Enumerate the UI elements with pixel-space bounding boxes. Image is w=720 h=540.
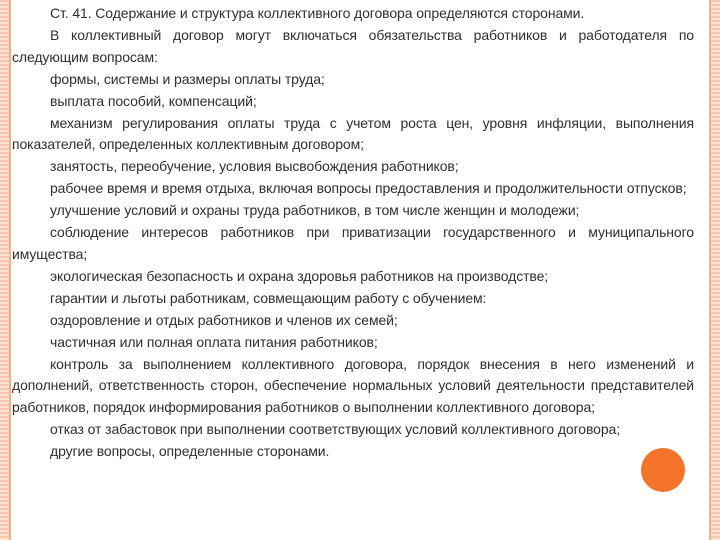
right-border-stripe: [711, 0, 720, 540]
list-item: соблюдение интересов работников при приватизации государственного и муниципального имущества;: [12, 224, 694, 262]
list-item: экологическая безопасность и охрана здоровья работников на производстве;: [50, 267, 549, 284]
list-item: другие вопросы, определенные сторонами.: [50, 443, 330, 460]
list-item: занятость, переобучение, условия высвобождения работников;: [50, 158, 459, 175]
article-heading: Ст. 41. Содержание и структура коллективного договора определяются сторонами.: [50, 5, 585, 21]
list-item: улучшение условий и охраны труда работников, в том числе женщин и молодежи;: [50, 202, 580, 219]
paragraph-intro: В коллективный договор могут включаться обязательства работников и работодателя по следующим вопросам:: [12, 26, 694, 65]
document-body: [12, 3, 694, 463]
list-item: выплата пособий, компенсаций;: [50, 92, 257, 109]
list-item: механизм регулирования оплаты труда с учетом роста цен, уровня инфляции, выполнения показателей, определенных коллективным договором;: [12, 114, 694, 153]
list-item: контроль за выполнением коллективного договора, порядок внесения в него изменений и дополнений, ответственность сторон, обеспечение нормальных условий деятельности представителей работников, порядок информирования работников о выполнении коллективного договора;: [12, 355, 694, 416]
list-item: отказ от забастовок при выполнении соответствующих условий коллективного договора;: [50, 421, 621, 438]
left-border-rule: [9, 0, 11, 540]
decorative-orange-circle: [641, 448, 685, 492]
list-item: гарантии и льготы работникам, совмещающим работу с обучением:: [50, 289, 487, 306]
right-border-rule: [709, 0, 711, 540]
list-item: частичная или полная оплата питания работников;: [50, 333, 378, 350]
list-item: оздоровление и отдых работников и членов их семей;: [50, 311, 398, 328]
list-item: формы, системы и размеры оплаты труда;: [50, 70, 325, 87]
list-item: рабочее время и время отдыха, включая вопросы предоставления и продолжительности отпусков;: [50, 180, 687, 197]
left-border-stripe: [0, 0, 9, 540]
